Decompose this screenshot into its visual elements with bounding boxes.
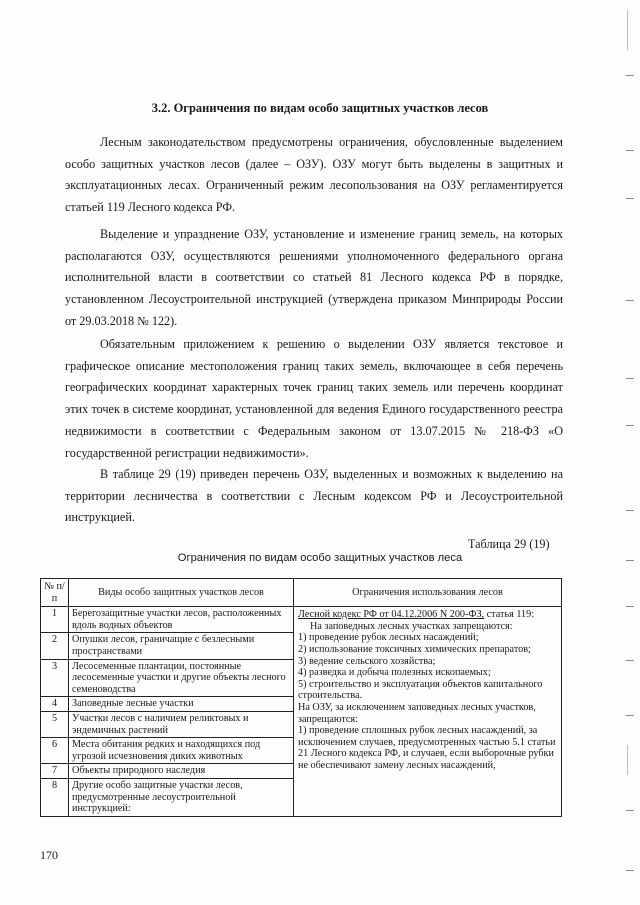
- scan-mark: [626, 75, 634, 76]
- page-number: 170: [40, 848, 58, 862]
- paragraph-2: [65, 224, 563, 333]
- table-caption: Ограничения по видам особо защитных участков леса: [177, 552, 463, 564]
- row-type: Заповедные лесные участки: [69, 697, 294, 712]
- restriction-line: 5) строительство и эксплуатация объектов капитального строительства.: [298, 678, 543, 702]
- scan-mark: [626, 870, 634, 871]
- restrictions-cell: [294, 607, 562, 817]
- law-reference-line: [298, 609, 557, 621]
- scan-mark: [626, 425, 634, 426]
- law-reference-link[interactable]: Лесной кодекс РФ от 04.12.2006 N 200-ФЗ,: [298, 609, 485, 621]
- paragraph-text: Лесным законодательством предусмотрены ограничения, обусловленные выделением особо защитных участков лесов (далее – ОЗУ). ОЗУ могут быть выделены в защитных и эксплуатационных лесах. Ограниченный режим лесопользования на ОЗУ регламентируется статьей 119 Лесного кодекса РФ.: [65, 135, 563, 215]
- paragraph-text: Выделение и упразднение ОЗУ, установление и изменение границ земель, на которых располагаются ОЗУ, осуществляются решениями уполномоченного федерального органа исполнительной власти в соответствии со статьей 81 Лесного кодекса РФ в порядке, установленном Лесоустроительной инструкцией (утверждена приказом Минприроды России от 29.03.2018 № 122).: [65, 227, 563, 328]
- table-row: [41, 607, 562, 633]
- row-number: 1: [41, 607, 69, 633]
- scan-mark: [626, 510, 634, 511]
- restriction-line: На ОЗУ, за исключением заповедных лесных участков, запрещаются:: [298, 701, 536, 725]
- row-type: Места обитания редких и находящихся под угрозой исчезновения диких животных: [69, 738, 294, 764]
- scan-margin-marks: [610, 0, 640, 905]
- header-type: Виды особо защитных участков лесов: [69, 579, 294, 607]
- row-type: Другие особо защитные участки лесов, предусмотренные лесоустроительной инструкцией:: [69, 778, 294, 816]
- paragraph-text: В таблице 29 (19) приведен перечень ОЗУ, выделенных и возможных к выделению на территории лесничества в соответствии с Лесным кодексом РФ и Лесоустроительной инструкцией.: [65, 467, 563, 525]
- paragraph-text: Обязательным приложением к решению о выделении ОЗУ является текстовое и графическое описание местоположения границ таких земель, включающее в себя перечень географических координат характерных точек границ таких земель или перечень координат этих точек в системе координат, установленной для ведения Единого государственного реестра недвижимости в соответствии с Федеральным законом от 13.07.2015 № 218-ФЗ «О государственной регистрации недвижимости».: [65, 337, 563, 460]
- scan-mark: [627, 10, 628, 50]
- row-type: Лесосеменные плантации, постоянные лесосеменные участки и другие объекты лесного семеноводства: [69, 659, 294, 697]
- row-number: 2: [41, 633, 69, 659]
- restriction-line: 4) разведка и добыча полезных ископаемых;: [298, 667, 491, 679]
- section-heading: 3.2. Ограничения по видам особо защитных участков лесов: [151, 101, 489, 115]
- scan-mark: [626, 660, 634, 661]
- restriction-line: На заповедных лесных участках запрещаются:: [310, 620, 513, 632]
- scan-mark: [626, 715, 634, 716]
- header-restrictions: Ограничения использования лесов: [294, 579, 562, 607]
- scan-mark: [626, 300, 634, 301]
- paragraph-3: [65, 334, 563, 464]
- row-number: 4: [41, 697, 69, 712]
- restriction-line: 1) проведение рубок лесных насаждений;: [298, 632, 479, 644]
- scan-mark: [626, 150, 634, 151]
- row-number: 6: [41, 738, 69, 764]
- scan-mark: [626, 810, 634, 811]
- scan-mark: [626, 560, 634, 561]
- restriction-line: 3) ведение сельского хозяйства;: [298, 655, 436, 667]
- row-number: 3: [41, 659, 69, 697]
- scan-mark: [626, 606, 634, 607]
- row-type: Объекты природного наследия: [69, 764, 294, 779]
- law-reference-tail: статья 119:: [486, 609, 535, 621]
- row-number: 7: [41, 764, 69, 779]
- header-number: № п/п: [41, 579, 69, 607]
- scan-mark: [626, 198, 634, 199]
- row-type: Берегозащитные участки лесов, расположенных вдоль водных объектов: [69, 607, 294, 633]
- table-header-row: [41, 579, 562, 607]
- restriction-line: 1) проведение сплошных рубок лесных насаждений, за исключением случаев, предусмотренных частью 5.1 статьи 21 Лесного кодекса РФ, и случаев, если выборочные рубки не обеспечивают замену лесных насаждений,: [298, 725, 556, 771]
- row-type: Участки лесов с наличием реликтовых и эндемичных растений: [69, 711, 294, 737]
- row-number: 8: [41, 778, 69, 816]
- table-label: Таблица 29 (19): [468, 537, 550, 551]
- row-number: 5: [41, 711, 69, 737]
- restrictions-table: [40, 578, 562, 817]
- row-type: Опушки лесов, граничащие с безлесными пространствами: [69, 633, 294, 659]
- paragraph-4: [65, 464, 563, 529]
- restriction-line: 2) использование токсичных химических препаратов;: [298, 643, 531, 655]
- scan-mark: [626, 378, 634, 379]
- paragraph-1: [65, 132, 563, 219]
- scan-mark: [627, 745, 628, 775]
